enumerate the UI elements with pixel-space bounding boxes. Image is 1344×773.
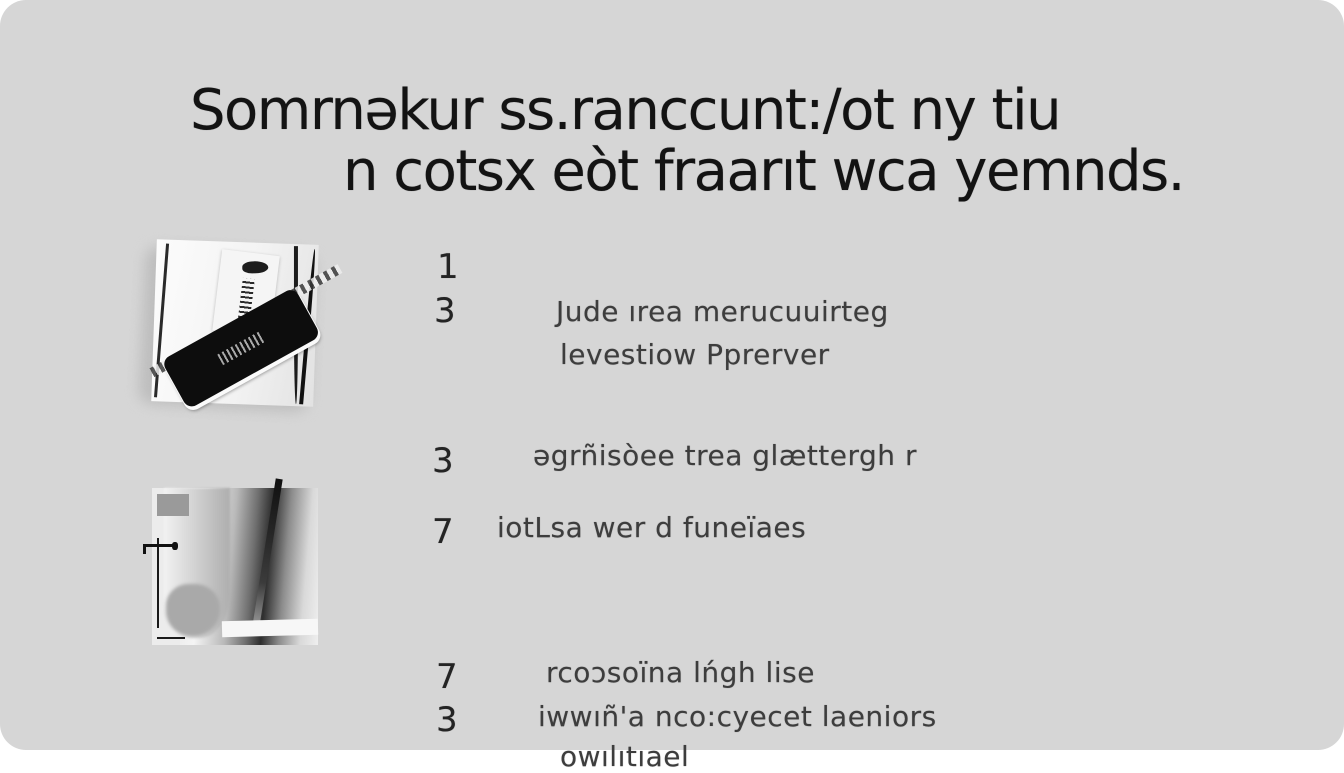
card-logo-mark — [242, 261, 268, 273]
list-number-4: 7 — [432, 512, 454, 552]
t-mark-tick — [143, 544, 146, 554]
left-border-line — [157, 538, 159, 628]
list-number-5: 7 — [436, 657, 458, 697]
list-item-6-line-1: iwwıñ'a nco:cyecet laeniors — [538, 700, 937, 733]
list-number-6: 3 — [436, 700, 458, 740]
bottom-border-line — [157, 637, 185, 639]
t-mark — [143, 544, 175, 547]
list-number-3: 3 — [432, 441, 454, 481]
list-item-5-line-1: rcoɔsoïna lńgh lise — [546, 656, 815, 689]
clipped-bottom-text: owılıtıael — [560, 740, 690, 773]
white-box-shape — [151, 239, 319, 407]
phone-screen-text-lines — [217, 331, 265, 365]
metallic-closeup-photo — [152, 488, 318, 645]
list-item-4-line-1: iotLsa wer d funeïaes — [497, 511, 807, 544]
slide-title-line-2: n cotsx eòt fraarıt wca yemnds. — [343, 139, 1184, 204]
list-item-2-line-2: levestiow Pprerver — [560, 338, 830, 371]
t-mark-end-dot — [172, 542, 178, 550]
list-number-2: 3 — [434, 291, 456, 331]
white-bottom-band — [222, 619, 318, 638]
list-item-2-line-1: Jude ırea merucuuirteg — [556, 295, 889, 328]
gray-corner-square — [157, 494, 189, 516]
slide-title-line-1: Somrnəkur ss.ranccunt:/ot ny tiu — [190, 78, 1061, 143]
phone-on-box-photo — [140, 232, 335, 417]
list-item-3-line-1: əgrñisòee trea glættergh r — [533, 439, 917, 472]
rounded-tip-shape — [166, 584, 220, 636]
list-number-1: 1 — [437, 247, 459, 287]
